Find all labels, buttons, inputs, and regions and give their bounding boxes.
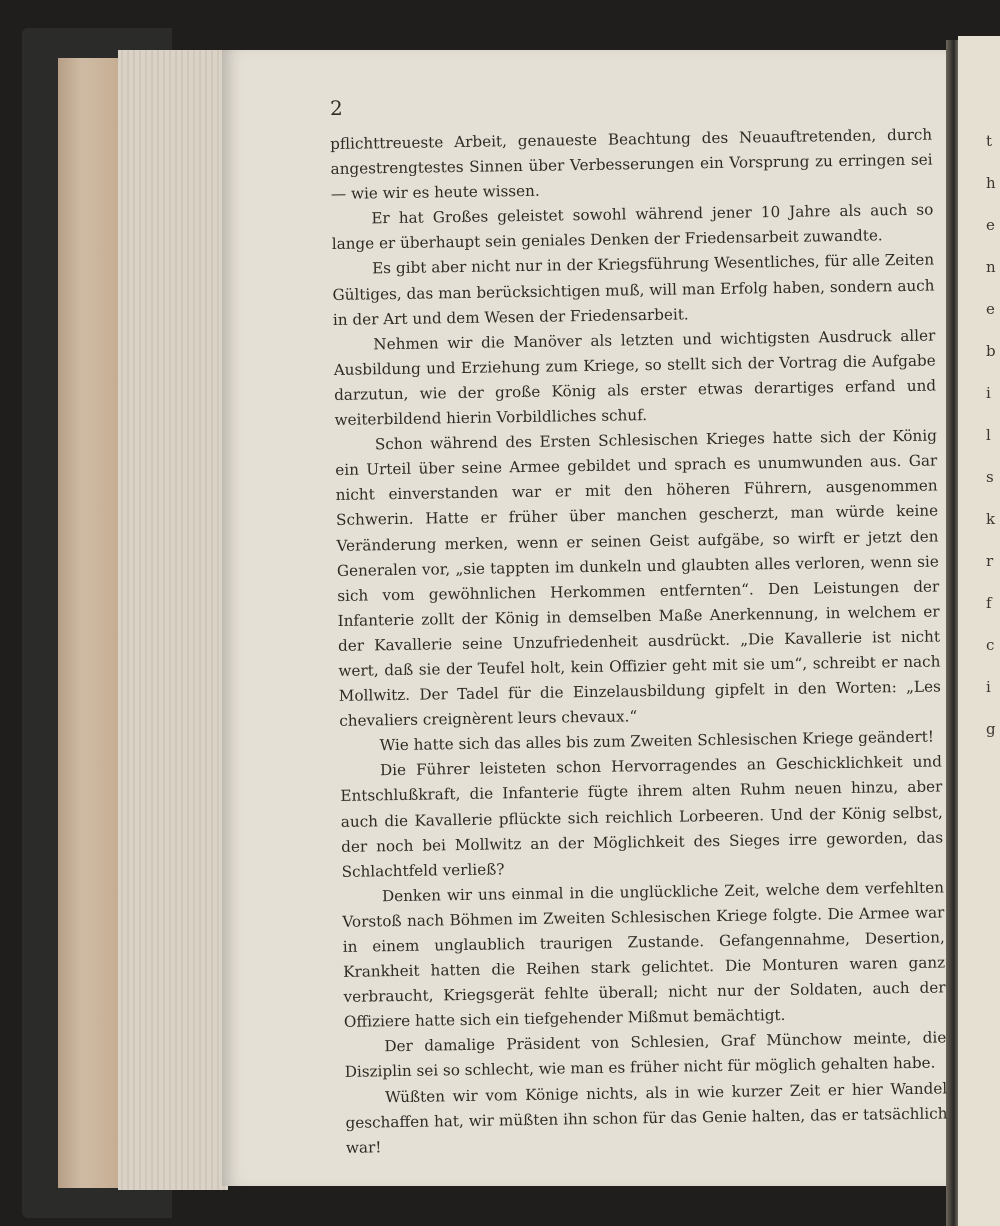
paragraph: Er hat Großes geleistet sowohl während jener 10 Jahre als auch so lange er überhaupt sein geniales Denken der Friedensarbeit zuwandte. xyxy=(331,200,934,254)
paragraph: Denken wir uns einmal in die unglückliche Zeit, welche dem verfehlten Vorstoß nach Böhmen im Zweiten Schlesischen Kriege folgte. Die Armee war in einem unglaublich traurigen Zustande. Gefangennahme, Desertion, Krankheit hatten die Reihen stark gelichtet. Die Monturen waren ganz verbraucht, Kriegsgerät fehlte überall; nicht nur der Soldaten, auch der Offiziere hatte sich ein tiefgehender Mißmut bemächtigt. xyxy=(342,878,946,1032)
facing-page-edge-text xyxy=(986,120,1000,750)
edge-letter: k xyxy=(986,510,996,528)
edge-letter: c xyxy=(986,636,995,654)
edge-letter: i xyxy=(986,678,991,696)
edge-letter: i xyxy=(986,384,991,402)
paragraph: Wie hatte sich das alles bis zum Zweiten Schlesischen Kriege geändert! xyxy=(379,727,935,755)
page-stack xyxy=(118,50,228,1190)
page-number: 2 xyxy=(330,96,343,120)
edge-letter: e xyxy=(986,216,995,234)
edge-letter: g xyxy=(986,720,996,738)
paragraph: Die Führer leisteten schon Hervorragendes an Geschicklichkeit und Entschlußkraft, die Infanterie fügte ihrem alten Ruhm neuen hinzu, aber auch die Kavallerie pflückte sich reichlich Lorbeeren. Und der König selbst, der noch bei Mollwitz an der Möglichkeit des Sieges irre geworden, das Schlachtfeld verließ? xyxy=(340,752,944,881)
paragraph: pflichttreueste Arbeit, genaueste Beachtung des Neuauftretenden, durch angestrengtestes Sinnen über Verbesserungen ein Vorsprung zu erringen sei — wie wir es heute wissen. xyxy=(330,125,933,204)
edge-letter: l xyxy=(986,426,991,444)
paragraph: Schon während des Ersten Schlesischen Krieges hatte sich der König ein Urteil über seine Armee gebildet und sprach es unumwunden aus. Gar nicht einverstanden war er mit den höheren Führern, ausgenommen Schwerin. Hatte er früher über manchen gescherzt, man würde keine Veränderung merken, wenn er seinen Geist aufgäbe, so wirft er jetzt den Generalen vor, „sie tappten im dunkeln und glaubten alles verloren, wenn sie sich vom gewöhnlichen Herkommen entfernten“. Den Leistungen der Infanterie zollt der König in demselben Maße Anerkennung, in welchem er der Kavallerie seine Unzufriedenheit ausdrückt. „Die Kavallerie ist nicht wert, daß sie der Teufel holt, kein Offizier geht mit sie um“, schreibt er nach Mollwitz. Der Tadel für die Einzelausbildung gipfelt in den Worten: „Les chevaliers creignèrent leurs chevaux.“ xyxy=(335,426,941,731)
paragraph: Nehmen wir die Manöver als letzten und wichtigsten Ausdruck aller Ausbildung und Erziehung zum Kriege, so stellt sich der Vortrag die Aufgabe darzutun, wie der große König als erster etwas derartiges erfand und weiterbildend hierin Vorbildliches schuf. xyxy=(333,326,937,429)
edge-letter: f xyxy=(986,594,992,612)
edge-letter: h xyxy=(986,174,996,192)
edge-letter: b xyxy=(986,342,996,360)
edge-letter: s xyxy=(986,468,994,486)
paragraph: Es gibt aber nicht nur in der Kriegsführung Wesentliches, für alle Zeiten Gültiges, das man berücksichtigen muß, will man Erfolg haben, sondern auch in der Art und dem Wesen der Friedensarbeit. xyxy=(332,250,935,329)
edge-letter: e xyxy=(986,300,995,318)
paragraph: Der damalige Präsident von Schlesien, Graf Münchow meinte, die Disziplin sei so schlecht, wie man es früher nicht für möglich gehalten habe. xyxy=(344,1028,947,1082)
page-body-text xyxy=(330,123,948,1161)
edge-letter: n xyxy=(986,258,996,276)
edge-letter: r xyxy=(986,552,994,570)
edge-letter: t xyxy=(986,132,993,150)
page-edge-left xyxy=(58,58,118,1188)
paragraph: Wüßten wir vom Könige nichts, als in wie kurzer Zeit er hier Wandel geschaffen hat, wir müßten ihn schon für das Genie halten, das er tatsächlich war! xyxy=(345,1078,948,1157)
